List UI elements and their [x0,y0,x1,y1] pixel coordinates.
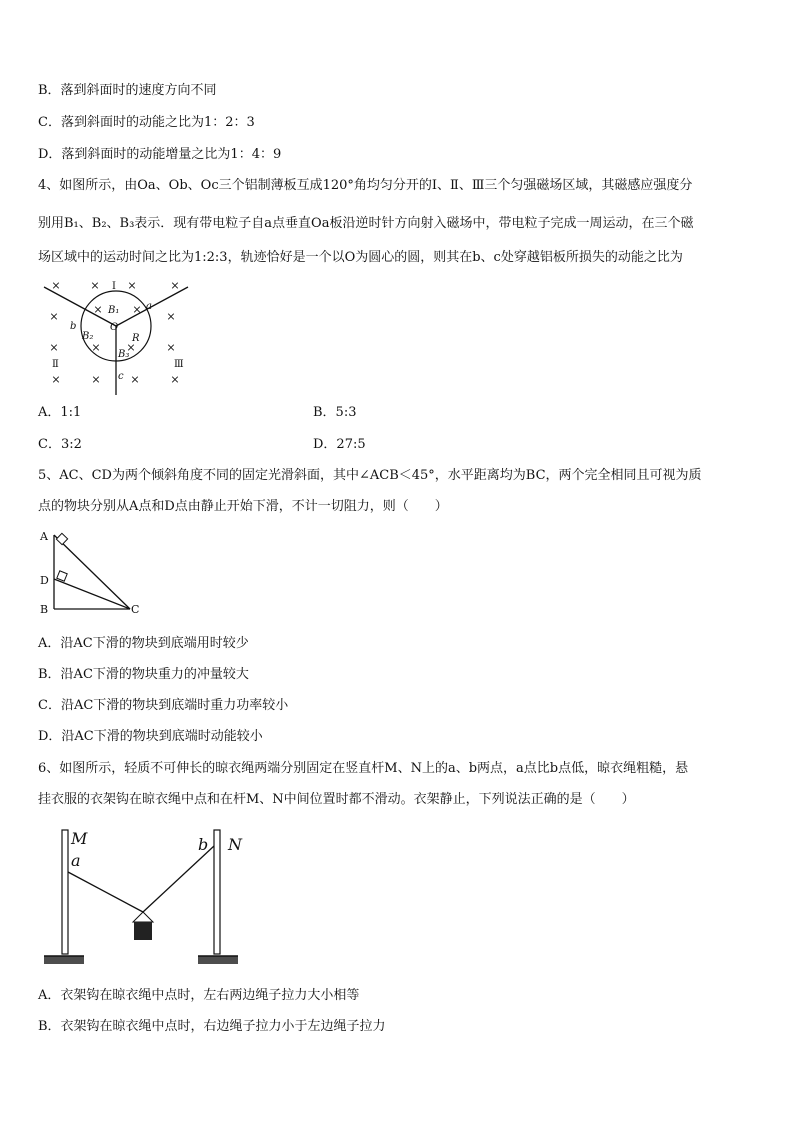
pole-m [62,830,68,954]
field-cross: × [51,373,61,386]
incline-dc [54,579,130,609]
clothes-icon [134,922,152,940]
q3-option-d: D．落到斜面时的动能增量之比为1：4：9 [38,147,282,162]
label-a: a [71,851,81,870]
incline-ac [54,535,130,609]
q5-incline-figure [38,527,148,619]
q5-option-d: D．沿AC下滑的物块到底端时动能较小 [38,729,263,744]
field-cross: × [49,310,59,323]
q4-option-d: D．27:5 [313,437,366,452]
field-cross: × [93,303,103,316]
field-cross: × [91,341,101,354]
q6-stem-line2: 挂衣服的衣架钩在晾衣绳中点和在杆M、N中间位置时都不滑动。衣架静止，下列说法正确的是（ ） [38,792,635,807]
field-cross: × [51,279,61,292]
region-label-i: Ⅰ [112,281,116,292]
q4-stem-line2: 别用B₁、B₂、B₃表示．现有带电粒子自a点垂直Oa板沿逆时针方向射入磁场中，带电粒子完成一周运动，在三个磁 [38,216,694,231]
q4-magnetic-field-figure [38,275,198,400]
region-label-iii: Ⅲ [174,359,184,370]
block-d [57,571,67,581]
q4-option-b: B．5:3 [313,405,357,420]
label-b2: B₂ [82,331,94,342]
label-d: D [40,574,49,587]
field-cross: × [170,373,180,386]
field-cross: × [170,279,180,292]
q6-stem-line1: 6、如图所示，轻质不可伸长的晾衣绳两端分别固定在竖直杆M、N上的a、b两点，a点比b点低，晾衣绳粗糙，悬 [38,761,689,776]
label-b: B [40,603,49,616]
label-a: A [40,530,48,543]
field-cross: × [91,373,101,386]
q6-option-b: B．衣架钩在晾衣绳中点时，右边绳子拉力小于左边绳子拉力 [38,1019,386,1034]
rope-left [68,872,143,912]
q5-stem-line2: 点的物块分别从A点和D点由静止开始下滑，不计一切阻力，则（ ） [38,499,448,514]
ground-m [44,956,84,964]
q4-stem-line3: 场区域中的运动时间之比为1:2:3，轨迹恰好是一个以O为圆心的圆，则其在b、c处穿越铝板所损失的动能之比为 [38,250,683,265]
q5-option-a: A．沿AC下滑的物块到底端用时较少 [38,636,249,651]
block-a [56,533,67,544]
q6-clothesline-figure [38,822,248,972]
label-b3: B₃ [118,349,130,360]
field-cross: × [132,303,142,316]
q4-option-a: A．1:1 [38,405,82,420]
label-o: O [110,322,119,333]
field-cross: × [166,341,176,354]
label-b: b [198,835,209,854]
q4-option-c: C．3:2 [38,437,82,452]
field-cross: × [49,341,59,354]
field-cross: × [130,373,140,386]
region-label-ii: Ⅱ [52,359,59,370]
label-n: N [228,835,242,854]
label-b1: B₁ [108,305,120,316]
q3-option-b: B．落到斜面时的速度方向不同 [38,83,217,98]
field-cross: × [127,279,137,292]
field-cross: × [166,310,176,323]
hanger-icon [133,912,153,922]
q4-stem-line1: 4、如图所示，由Oa、Ob、Oc三个铝制薄板互成120°角均匀分开的Ⅰ、Ⅱ、Ⅲ三个匀强磁场区域，其磁感应强度分 [38,178,693,193]
label-a: a [146,301,152,312]
label-c: C [131,603,140,616]
field-cross: × [90,279,100,292]
label-b: b [70,321,77,332]
q5-stem-line1: 5、AC、CD为两个倾斜角度不同的固定光滑斜面，其中∠ACB＜45°，水平距离均为BC，两个完全相同且可视为质 [38,468,702,483]
pole-n [214,830,220,954]
q3-option-c: C．落到斜面时的动能之比为1：2：3 [38,115,255,130]
field-cross: × [126,341,136,354]
q5-option-c: C．沿AC下滑的物块到底端时重力功率较小 [38,698,289,713]
ground-n [198,956,238,964]
label-r: R [132,333,140,344]
label-c: c [118,371,124,382]
label-m: M [71,829,88,848]
q5-option-b: B．沿AC下滑的物块重力的冲量较大 [38,667,249,682]
rope-right [143,846,214,912]
q6-option-a: A．衣架钩在晾衣绳中点时，左右两边绳子拉力大小相等 [38,988,360,1003]
